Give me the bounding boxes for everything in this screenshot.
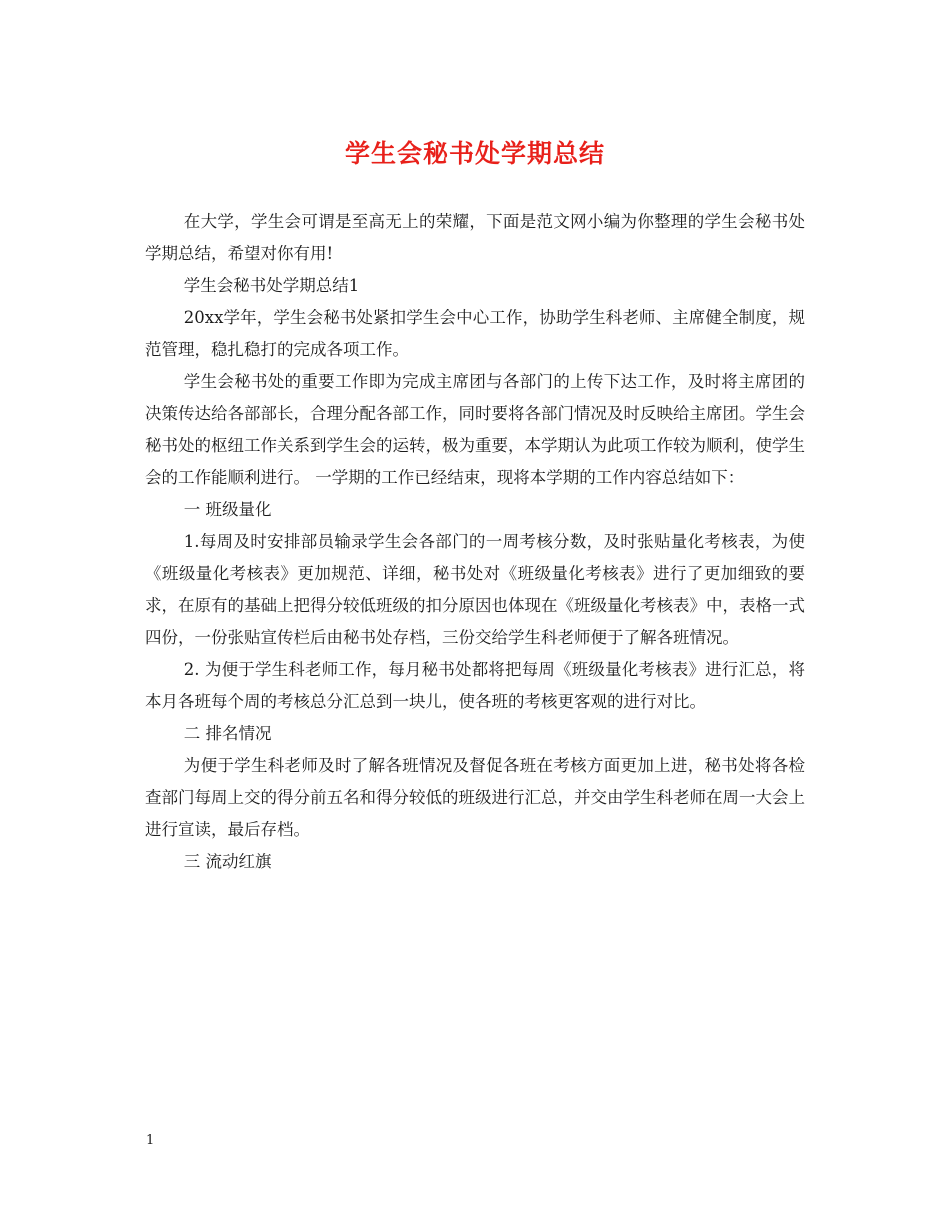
paragraph-item-1: 1.每周及时安排部员输录学生会各部门的一周考核分数，及时张贴量化考核表，为使《班级量化考核表》更加规范、详细，秘书处对《班级量化考核表》进行了更加细致的要求，在原有的基础上把得分较低班级的扣分原因也体现在《班级量化考核表》中，表格一式四份，一份张贴宣传栏后由秘书处存档，三份交给学生科老师便于了解各班情况。: [145, 532, 805, 647]
section-heading-1: 一 班级量化: [183, 500, 272, 519]
page-number: 1: [146, 1133, 155, 1148]
paragraph-duties: 学生会秘书处的重要工作即为完成主席团与各部门的上传下达工作，及时将主席团的决策传达给各部部长，合理分配各部工作，同时要将各部门情况及时反映给主席团。学生会秘书处的枢纽工作关系到学生会的运转，极为重要，本学期认为此项工作较为顺利，使学生会的工作能顺利进行。 一学期的工作已经结束，现将本学期的工作内容总结如下：: [145, 372, 805, 487]
section-heading-3: 三 流动红旗: [183, 852, 272, 871]
section-heading-2: 二 排名情况: [183, 724, 272, 743]
document-title: 学生会秘书处学期总结: [344, 139, 605, 168]
paragraph-ranking: 为便于学生科老师及时了解各班情况及督促各班在考核方面更加上进，秘书处将各检查部门每周上交的得分前五名和得分较低的班级进行汇总，并交由学生科老师在周一大会上进行宣读，最后存档。: [145, 756, 805, 839]
paragraph-item-2: 2. 为便于学生科老师工作，每月秘书处都将把每周《班级量化考核表》进行汇总，将本月各班每个周的考核总分汇总到一块儿，使各班的考核更客观的进行对比。: [145, 660, 805, 711]
paragraph-subtitle: 学生会秘书处学期总结1: [183, 276, 360, 295]
paragraph-intro: 在大学，学生会可谓是至高无上的荣耀，下面是范文网小编为你整理的学生会秘书处学期总结，希望对你有用!: [145, 212, 805, 263]
document-body: [145, 206, 805, 878]
paragraph-overview: 20xx学年，学生会秘书处紧扣学生会中心工作，协助学生科老师、主席健全制度，规范管理，稳扎稳打的完成各项工作。: [145, 308, 805, 359]
